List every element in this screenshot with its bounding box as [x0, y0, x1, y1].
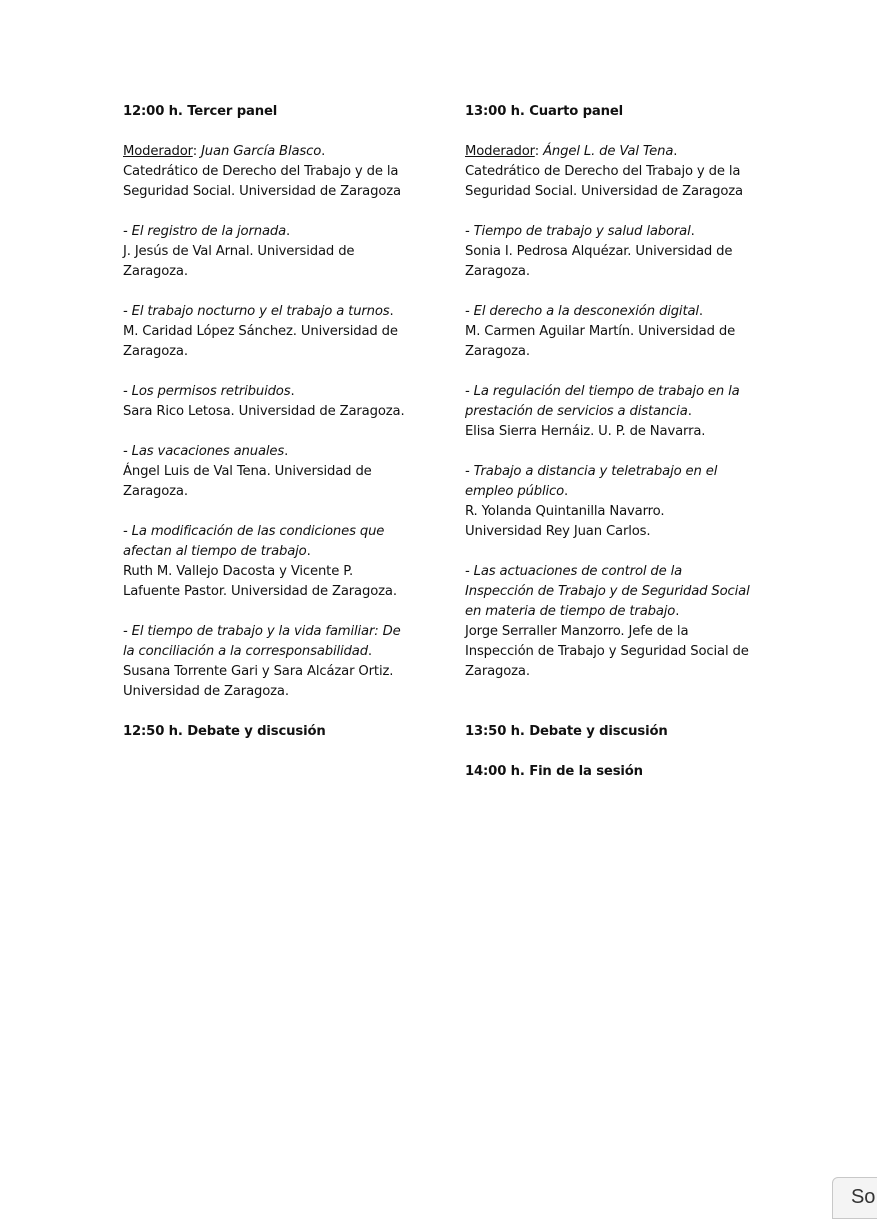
talk-title: Inspección de Trabajo y de Seguridad Social	[465, 584, 750, 599]
talk-item	[123, 442, 423, 502]
talk-title: prestación de servicios a distancia.	[465, 404, 692, 419]
talk-item	[123, 382, 423, 422]
moderator-end: .	[673, 144, 678, 159]
talk-title: - El derecho a la desconexión digital.	[465, 304, 703, 319]
program-column-left	[123, 102, 423, 742]
talk-speaker: Sonia I. Pedrosa Alquézar. Universidad de	[465, 244, 733, 259]
talk-speaker: Susana Torrente Gari y Sara Alcázar Ortiz.	[123, 664, 394, 679]
talk-item	[465, 382, 765, 442]
talk-item	[123, 522, 423, 602]
talk-title: afectan al tiempo de trabajo.	[123, 544, 311, 559]
talk-title: - Las actuaciones de control de la	[465, 564, 683, 579]
talk-speaker: Ángel Luis de Val Tena. Universidad de	[123, 464, 372, 479]
talk-speaker: Zaragoza.	[123, 344, 188, 359]
moderator-label: Moderador	[123, 144, 193, 159]
talk-speaker: Zaragoza.	[123, 484, 188, 499]
panel-heading: 12:00 h. Tercer panel	[123, 104, 278, 119]
talk-title: - El registro de la jornada.	[123, 224, 291, 239]
moderator-end: .	[321, 144, 326, 159]
moderator-name: Juan García Blasco	[201, 144, 322, 159]
talk-speaker: Sara Rico Letosa. Universidad de Zaragoza.	[123, 404, 405, 419]
moderator-affiliation: Seguridad Social. Universidad de Zaragoza	[123, 184, 401, 199]
panel-heading: 13:00 h. Cuarto panel	[465, 104, 624, 119]
talk-title: en materia de tiempo de trabajo.	[465, 604, 680, 619]
talk-speaker: R. Yolanda Quintanilla Navarro.	[465, 504, 665, 519]
talk-speaker: Elisa Sierra Hernáiz. U. P. de Navarra.	[465, 424, 706, 439]
talk-item	[123, 222, 423, 282]
talk-speaker: Universidad Rey Juan Carlos.	[465, 524, 651, 539]
talk-speaker: Zaragoza.	[465, 664, 530, 679]
talk-speaker: Zaragoza.	[123, 264, 188, 279]
talk-item	[465, 302, 765, 362]
moderator-separator: :	[534, 144, 544, 159]
talk-title: - Los permisos retribuidos.	[123, 384, 295, 399]
moderator-label: Moderador	[465, 144, 535, 159]
talk-speaker: Jorge Serraller Manzorro. Jefe de la	[465, 624, 689, 639]
talk-title: - Trabajo a distancia y teletrabajo en el	[465, 464, 718, 479]
debate-heading: 12:50 h. Debate y discusión	[123, 724, 326, 739]
talk-item	[465, 562, 765, 682]
talk-item	[123, 302, 423, 362]
corner-widget[interactable]	[832, 1177, 877, 1219]
moderator-line	[465, 142, 765, 162]
talk-speaker: Universidad de Zaragoza.	[123, 684, 289, 699]
talk-title: - El trabajo nocturno y el trabajo a turnos.	[123, 304, 394, 319]
talk-speaker: M. Caridad López Sánchez. Universidad de	[123, 324, 398, 339]
moderator-affiliation: Catedrático de Derecho del Trabajo y de la	[123, 164, 399, 179]
talk-speaker: Ruth M. Vallejo Dacosta y Vicente P.	[123, 564, 354, 579]
moderator-name: Ángel L. de Val Tena	[543, 144, 674, 159]
talk-title: - La regulación del tiempo de trabajo en la	[465, 384, 740, 399]
talk-speaker: M. Carmen Aguilar Martín. Universidad de	[465, 324, 736, 339]
talk-title: la conciliación a la corresponsabilidad.	[123, 644, 372, 659]
moderator-line	[123, 142, 423, 162]
moderator-affiliation: Seguridad Social. Universidad de Zaragoza	[465, 184, 743, 199]
talk-title: empleo público.	[465, 484, 569, 499]
talk-title: - La modificación de las condiciones que	[123, 524, 385, 539]
talk-title: - El tiempo de trabajo y la vida familiar: De	[123, 624, 401, 639]
program-column-right	[465, 102, 765, 782]
talk-speaker: Inspección de Trabajo y Seguridad Social de	[465, 644, 749, 659]
talk-speaker: Zaragoza.	[465, 264, 530, 279]
talk-speaker: Zaragoza.	[465, 344, 530, 359]
talk-item	[465, 222, 765, 282]
talk-item	[465, 462, 765, 542]
moderator-separator: :	[192, 144, 202, 159]
corner-widget-label: So	[851, 1186, 876, 1208]
moderator-affiliation: Catedrático de Derecho del Trabajo y de la	[465, 164, 741, 179]
debate-heading: 13:50 h. Debate y discusión	[465, 724, 668, 739]
talk-speaker: Lafuente Pastor. Universidad de Zaragoza.	[123, 584, 397, 599]
talk-speaker: J. Jesús de Val Arnal. Universidad de	[123, 244, 355, 259]
talk-item	[123, 622, 423, 702]
talk-title: - Las vacaciones anuales.	[123, 444, 289, 459]
closing-heading: 14:00 h. Fin de la sesión	[465, 764, 643, 779]
talk-title: - Tiempo de trabajo y salud laboral.	[465, 224, 695, 239]
